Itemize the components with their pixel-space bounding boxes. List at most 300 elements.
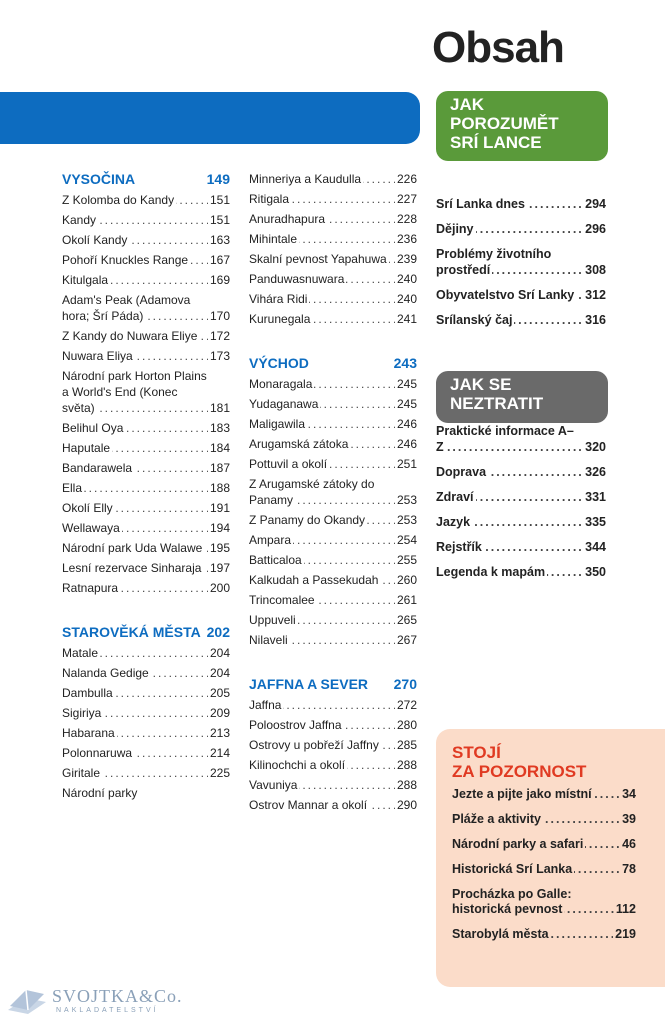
toc-entry-page: 331 (585, 490, 606, 504)
toc-entry-label-wrap (62, 328, 208, 344)
toc-entry (62, 520, 230, 536)
toc-entry-page: 151 (209, 213, 230, 227)
toc-entry (249, 211, 417, 227)
toc-entry-title: Z Arugamské zátoky do Panamy (249, 477, 375, 507)
toc-entry (436, 514, 606, 530)
toc-entry (452, 837, 636, 852)
toc-entry-title: Trincomalee (249, 593, 315, 607)
toc-entry-title: Historická Srí Lanka (452, 862, 573, 876)
toc-section-page: 243 (393, 355, 417, 371)
toc-entry-label-wrap (62, 705, 208, 721)
toc-entry (436, 221, 606, 237)
toc-entry-label-wrap (436, 312, 583, 328)
toc-entry-page: 253 (396, 493, 417, 507)
section-gap (249, 331, 417, 355)
toc-entry-page: 187 (209, 461, 230, 475)
toc-entry (62, 500, 230, 516)
toc-entry-label-wrap (452, 837, 620, 852)
toc-entry-label-wrap (249, 211, 395, 227)
toc-entry-title: Jazyk (436, 515, 471, 529)
toc-entry (62, 785, 230, 801)
toc-entry (62, 460, 230, 476)
toc-entry-page: 320 (585, 440, 606, 454)
toc-entry-title: Národní park Uda Walawe (62, 541, 203, 555)
toc-entry-page: 280 (396, 718, 417, 732)
toc-section-page: 270 (393, 676, 417, 692)
toc-entry (62, 328, 230, 344)
toc-entry-label-wrap (249, 797, 395, 813)
toc-entry-label-wrap (436, 514, 583, 530)
toc-entry (249, 777, 417, 793)
toc-entry-label-wrap (62, 725, 208, 741)
toc-entry (249, 251, 417, 267)
toc-entry (436, 312, 606, 328)
toc-entry-label-wrap (249, 532, 395, 548)
toc-entry-page: 151 (209, 193, 230, 207)
toc-entry-title: Pohoří Knuckles Range (62, 253, 189, 267)
highlights-title (452, 743, 586, 781)
toc-entry-page: 219 (615, 927, 636, 941)
toc-entry (62, 665, 230, 681)
toc-entry (249, 416, 417, 432)
toc-entry (436, 287, 606, 303)
toc-entry-label-wrap (249, 171, 395, 187)
toc-entry-label-wrap (62, 420, 208, 436)
toc-entry (249, 612, 417, 628)
toc-entry-label-wrap (249, 456, 395, 472)
toc-entry (249, 376, 417, 392)
toc-entry-page: 39 (622, 812, 636, 826)
toc-entry (249, 512, 417, 528)
toc-entry (452, 887, 636, 917)
toc-entry-page: 195 (209, 541, 230, 555)
toc-entry-label-wrap (452, 862, 620, 877)
toc-entry-label-wrap (249, 717, 395, 733)
toc-entry-page: 240 (396, 272, 417, 286)
toc-entry-page: 254 (396, 533, 417, 547)
toc-entry-label-wrap (62, 192, 208, 208)
toc-entry-title: Problémy životního prostředí (436, 247, 552, 277)
toc-entry (436, 196, 606, 212)
toc-entry-title: Sigiriya (62, 706, 102, 720)
toc-entry-page: 285 (396, 738, 417, 752)
toc-entry-label-wrap (62, 272, 208, 288)
toc-entry-label-wrap (249, 271, 395, 287)
toc-entry (249, 396, 417, 412)
toc-entry-page: 239 (396, 252, 417, 266)
toc-entry-label-wrap (249, 396, 395, 412)
toc-entry-title: Okolí Elly (62, 501, 113, 515)
header-bar (0, 92, 420, 144)
toc-entry-page: 251 (396, 457, 417, 471)
toc-entry-label-wrap (62, 645, 208, 661)
toc-entry (62, 420, 230, 436)
toc-entry-title: Nuwara Eliya (62, 349, 133, 363)
toc-entry-title: Uppuveli (249, 613, 296, 627)
toc-entry (62, 348, 230, 364)
toc-entry-page: 246 (396, 437, 417, 451)
page-title: Obsah (432, 23, 564, 72)
toc-entry-label-wrap (249, 777, 395, 793)
toc-entry-title: Jaffna (249, 698, 282, 712)
toc-entry-page: 225 (209, 766, 230, 780)
toc-entry (62, 580, 230, 596)
toc-entry-label-wrap (62, 292, 208, 324)
toc-entry-label-wrap (436, 221, 583, 237)
toc-entry-title: Rejstřík (436, 540, 482, 554)
toc-entry (249, 572, 417, 588)
toc-entry-page: 169 (209, 273, 230, 287)
toc-entry (249, 311, 417, 327)
toc-entry (452, 787, 636, 802)
toc-entry-label-wrap (62, 348, 208, 364)
toc-entry-title: Wellawaya (62, 521, 120, 535)
toc-entry (62, 645, 230, 661)
toc-entry-label-wrap (249, 697, 395, 713)
toc-entry-label-wrap (62, 665, 208, 681)
toc-entry-page: 294 (585, 197, 606, 211)
toc-entry-page: 316 (585, 313, 606, 327)
toc-entry-page: 344 (585, 540, 606, 554)
toc-entry-page: 228 (396, 212, 417, 226)
toc-entry-label-wrap (436, 423, 583, 455)
toc-entry (62, 212, 230, 228)
toc-entry-page: 167 (209, 253, 230, 267)
toc-entry-page: 240 (396, 292, 417, 306)
toc-entry-page: 204 (209, 666, 230, 680)
toc-entry (62, 745, 230, 761)
toc-entry-label-wrap (249, 757, 395, 773)
toc-entry (62, 540, 230, 556)
toc-entry (249, 592, 417, 608)
toc-entry-title: Lesní rezervace Sinharaja (62, 561, 202, 575)
toc-entry-title: Kurunegala (249, 312, 311, 326)
toc-entry (249, 231, 417, 247)
toc-entry (452, 862, 636, 877)
toc-group-getting-around (436, 423, 606, 580)
toc-entry (249, 171, 417, 187)
toc-section-heading (62, 624, 230, 641)
badge-line: JAK (450, 95, 485, 114)
toc-entry-page: 204 (209, 646, 230, 660)
toc-entry (249, 191, 417, 207)
toc-entry-page: 312 (585, 288, 606, 302)
toc-section-heading (249, 676, 417, 693)
toc-entry-title: Mihintale (249, 232, 298, 246)
toc-entry-label-wrap (62, 560, 208, 576)
toc-entry (62, 725, 230, 741)
toc-entry-title: Srí Lanka dnes (436, 197, 525, 211)
toc-entry-title: Procházka po Galle: historická pevnost (452, 887, 572, 916)
toc-entry-label-wrap (249, 512, 395, 528)
badge-line: POROZUMĚT (450, 114, 559, 133)
toc-column-1 (62, 171, 230, 805)
toc-entry-page: 78 (622, 862, 636, 876)
toc-entry-label-wrap (62, 685, 208, 701)
toc-entry-page: 197 (209, 561, 230, 575)
toc-entry-page: 308 (585, 263, 606, 277)
toc-entry-page: 290 (396, 798, 417, 812)
toc-entry-label-wrap (249, 231, 395, 247)
toc-entry (62, 272, 230, 288)
toc-entry-page: 188 (209, 481, 230, 495)
toc-entry (436, 423, 606, 455)
toc-entry-title: Jezte a pijte jako místní (452, 787, 592, 801)
toc-entry-title: Doprava (436, 465, 487, 479)
toc-entry-page: 200 (209, 581, 230, 595)
toc-entry-label-wrap (62, 540, 208, 556)
toc-entry-title: Dějiny (436, 222, 474, 236)
toc-entry-label-wrap (62, 368, 208, 416)
toc-entry-title: Vihára Ridi (249, 292, 308, 306)
toc-entry (436, 489, 606, 505)
toc-entry-page: 267 (396, 633, 417, 647)
toc-entry-label-wrap (62, 480, 208, 496)
highlights-title-line: ZA POZORNOST (452, 762, 587, 781)
toc-entry-title: Nalanda Gedige (62, 666, 149, 680)
toc-entry (62, 252, 230, 268)
toc-entry-page: 335 (585, 515, 606, 529)
toc-column-3 (436, 196, 606, 589)
toc-entry-label-wrap (249, 291, 395, 307)
toc-entry (249, 291, 417, 307)
toc-entry-label-wrap (62, 580, 208, 596)
toc-section-page: 202 (206, 624, 230, 640)
highlights-title-line: STOJÍ (452, 743, 501, 762)
toc-entry (62, 232, 230, 248)
toc-entry-title: Zdraví (436, 490, 474, 504)
toc-entry-title: Kandy (62, 213, 97, 227)
toc-entry-label-wrap (436, 196, 583, 212)
toc-entry-label-wrap (249, 552, 395, 568)
toc-entry (436, 246, 606, 278)
toc-group-understand (436, 196, 606, 328)
toc-entry-label-wrap (436, 564, 583, 580)
toc-entry-title: Dambulla (62, 686, 113, 700)
toc-entry-title: Maligawila (249, 417, 306, 431)
section-gap (62, 600, 230, 624)
badge-line: SRÍ LANCE (450, 133, 542, 152)
toc-entry-title: Bandarawela (62, 461, 133, 475)
toc-entry-page: 260 (396, 573, 417, 587)
toc-entry-label-wrap (62, 785, 228, 801)
toc-entry-label-wrap (62, 520, 208, 536)
toc-entry-title: Z Kandy do Nuwara Eliye (62, 329, 198, 343)
toc-entry-label-wrap (249, 632, 395, 648)
toc-entry-page: 241 (396, 312, 417, 326)
toc-entry-page: 163 (209, 233, 230, 247)
toc-entry-title: Batticaloa (249, 553, 302, 567)
toc-entry-page: 34 (622, 787, 636, 801)
toc-entry-title: Pláže a aktivity (452, 812, 541, 826)
toc-entry-title: Haputale (62, 441, 111, 455)
toc-entry (452, 812, 636, 827)
toc-entry-label-wrap (436, 287, 583, 303)
toc-section-heading (62, 171, 230, 188)
toc-entry-title: Národní parky a safari (452, 837, 584, 851)
toc-entry-label-wrap (452, 812, 620, 827)
toc-column-2 (249, 171, 417, 817)
toc-entry-title: Anuradhapura (249, 212, 326, 226)
toc-entry-title: Ella (62, 481, 83, 495)
toc-entry (436, 564, 606, 580)
toc-entry-page: 172 (209, 329, 230, 343)
section-gap (249, 652, 417, 676)
logo-subtitle: NAKLADATELSTVÍ (56, 1007, 159, 1014)
toc-entry-title: Ostrov Mannar a okolí (249, 798, 368, 812)
toc-entry (249, 532, 417, 548)
toc-entry (249, 436, 417, 452)
toc-entry-title: Ritigala (249, 192, 290, 206)
publisher-logo (6, 984, 186, 1020)
toc-entry-page: 265 (396, 613, 417, 627)
toc-entry-label-wrap (436, 489, 583, 505)
toc-entry-page: 213 (209, 726, 230, 740)
toc-entry-page: 112 (615, 902, 636, 916)
toc-entry-title: Praktické informace A–Z (436, 424, 574, 454)
toc-entry (249, 757, 417, 773)
toc-entry-title: Ratnapura (62, 581, 119, 595)
toc-entry-page: 194 (209, 521, 230, 535)
toc-entry-title: Vavuniya (249, 778, 298, 792)
toc-entry-page: 350 (585, 565, 606, 579)
toc-entry-page: 261 (396, 593, 417, 607)
toc-section-title: VÝCHOD (249, 355, 309, 371)
toc-entry-page: 236 (396, 232, 417, 246)
toc-entry (62, 192, 230, 208)
toc-entry-label-wrap (452, 887, 614, 917)
toc-entry-title: Legenda k mapám (436, 565, 546, 579)
badge-line: NEZTRATIT (450, 394, 544, 413)
toc-entry-title: Ampara (249, 533, 292, 547)
toc-entry (62, 560, 230, 576)
toc-section-title: STAROVĚKÁ MĚSTA (62, 624, 201, 640)
toc-entry-title: Panduwasnuwara (249, 272, 345, 286)
toc-entry-label-wrap (62, 460, 208, 476)
toc-entry (249, 737, 417, 753)
toc-entry (452, 927, 636, 942)
toc-entry-label-wrap (436, 464, 583, 480)
toc-entry-title: Kilinochchi a okolí (249, 758, 346, 772)
toc-entry-page: 245 (396, 377, 417, 391)
toc-entry-title: Adam's Peak (Adamova hora; Šrí Páda) (62, 293, 191, 323)
toc-entry (62, 292, 230, 324)
toc-entry-page: 288 (396, 758, 417, 772)
toc-entry-page: 296 (585, 222, 606, 236)
toc-entry-label-wrap (249, 612, 395, 628)
toc-entry-page: 272 (396, 698, 417, 712)
toc-entry-label-wrap (452, 787, 620, 802)
toc-entry-page: 184 (209, 441, 230, 455)
toc-entry-page: 46 (622, 837, 636, 851)
toc-entry-page: 181 (209, 401, 230, 415)
toc-entry-title: Srílanský čaj (436, 313, 513, 327)
toc-entry-title: Skalní pevnost Yapahuwa (249, 252, 387, 266)
toc-entry-title: Monaragala (249, 377, 313, 391)
toc-entry-page: 209 (209, 706, 230, 720)
toc-entry-page: 255 (396, 553, 417, 567)
toc-entry-title: Národní parky (62, 786, 138, 800)
toc-entry-label-wrap (62, 765, 208, 781)
toc-entry-page: 183 (209, 421, 230, 435)
toc-section-title: VYSOČINA (62, 171, 136, 187)
toc-entry-label-wrap (249, 476, 395, 508)
toc-entry-label-wrap (62, 212, 208, 228)
toc-entry-label-wrap (436, 246, 583, 278)
toc-entry-label-wrap (452, 927, 613, 942)
toc-entry-label-wrap (62, 232, 208, 248)
toc-entry-title: Giritale (62, 766, 101, 780)
toc-entry-title: Z Panamy do Okandy (249, 513, 366, 527)
toc-entry-label-wrap (249, 416, 395, 432)
toc-entry-title: Yudaganawa (249, 397, 319, 411)
toc-entry (249, 476, 417, 508)
badge-line: JAK SE (450, 375, 512, 394)
toc-entry-title: Poloostrov Jaffna (249, 718, 342, 732)
toc-entry-title: Arugamská zátoka (249, 437, 349, 451)
toc-entry-page: 214 (209, 746, 230, 760)
toc-entry-label-wrap (249, 251, 395, 267)
toc-entry-title: Okolí Kandy (62, 233, 128, 247)
toc-entry-title: Z Kolomba do Kandy (62, 193, 175, 207)
toc-entry-label-wrap (62, 440, 208, 456)
toc-entry-title: Národní park Horton Plains a World's End (Konec světa) (62, 369, 207, 415)
toc-entry-label-wrap (62, 745, 208, 761)
logo-name: SVOJTKA&Co. (52, 986, 183, 1006)
toc-entry-label-wrap (62, 252, 208, 268)
toc-entry-title: Nilaveli (249, 633, 288, 647)
toc-entry-title: Minneriya a Kaudulla (249, 172, 362, 186)
toc-entry-title: Obyvatelstvo Srí Lanky (436, 288, 575, 302)
toc-entry-label-wrap (249, 572, 395, 588)
toc-entry-label-wrap (249, 737, 395, 753)
toc-entry (62, 685, 230, 701)
toc-entry-title: Kalkudah a Passekudah (249, 573, 379, 587)
toc-entry-page: 173 (209, 349, 230, 363)
toc-entry-title: Belihul Oya (62, 421, 124, 435)
toc-entry (436, 539, 606, 555)
toc-entry-page: 253 (396, 513, 417, 527)
toc-entry (249, 271, 417, 287)
book-logo-icon (6, 984, 48, 1016)
toc-entry-page: 170 (209, 309, 230, 323)
toc-entry-title: Matale (62, 646, 99, 660)
toc-entry (249, 456, 417, 472)
toc-entry (62, 705, 230, 721)
toc-entry-label-wrap (249, 311, 395, 327)
toc-entry (62, 440, 230, 456)
toc-entry-title: Ostrovy u pobřeží Jaffny (249, 738, 379, 752)
toc-entry-page: 191 (209, 501, 230, 515)
toc-entry-page: 205 (209, 686, 230, 700)
toc-entry (249, 797, 417, 813)
toc-entry-page: 226 (396, 172, 417, 186)
toc-entry-title: Polonnaruwa (62, 746, 133, 760)
toc-entry-title: Habarana (62, 726, 115, 740)
toc-entry-label-wrap (62, 500, 208, 516)
toc-section-heading (249, 355, 417, 372)
toc-entry-page: 288 (396, 778, 417, 792)
toc-section-title: JAFFNA A SEVER (249, 676, 369, 692)
toc-entry-label-wrap (249, 436, 395, 452)
toc-entry-label-wrap (249, 191, 395, 207)
toc-entry-page: 326 (585, 465, 606, 479)
toc-section-page: 149 (206, 171, 230, 187)
toc-entry (436, 464, 606, 480)
highlights-list (452, 787, 636, 952)
toc-entry-title: Starobylá města (452, 927, 549, 941)
highlights-box (436, 729, 665, 987)
